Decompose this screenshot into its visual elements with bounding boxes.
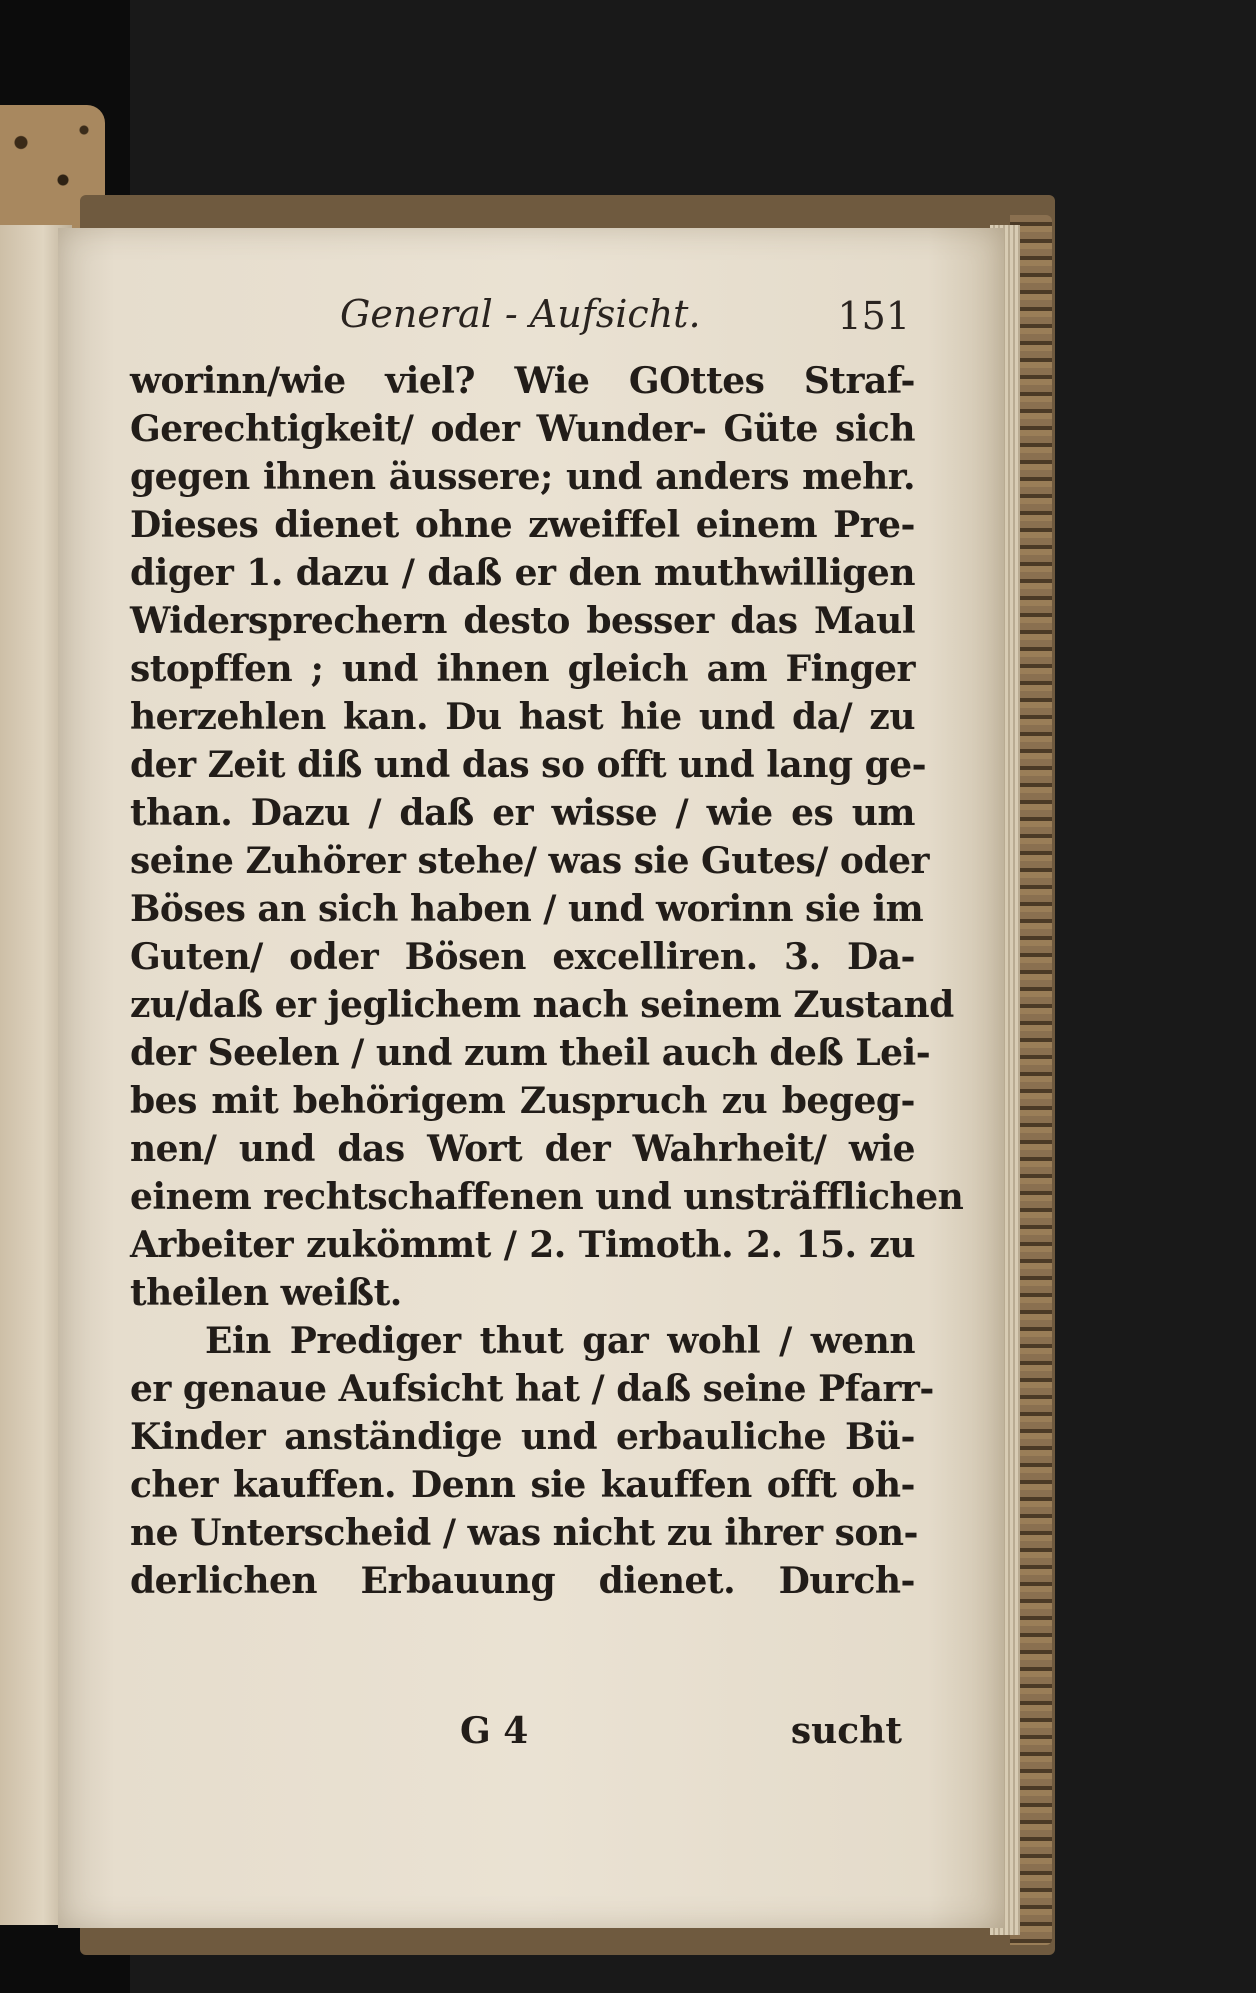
text-line: worinn/wie viel? Wie GOttes Straf- [130, 360, 915, 402]
text-line: Kinder anständige und erbauliche Bü- [130, 1416, 915, 1458]
text-line: Gerechtigkeit/ oder Wunder- Güte sich [130, 408, 915, 450]
text-line: seine Zuhörer stehe/ was sie Gutes/ oder [130, 840, 929, 882]
text-line: ne Unterscheid / was nicht zu ihrer son- [130, 1512, 918, 1554]
text-line: einem rechtschaffenen und unsträfflichen [130, 1176, 964, 1218]
text-line: diger 1. dazu / daß er den muthwilligen [130, 552, 915, 594]
text-line: herzehlen kan. Du hast hie und da/ zu [130, 696, 915, 738]
text-line: der Zeit diß und das so offt und lang ge- [130, 744, 927, 786]
text-line: nen/ und das Wort der Wahrheit/ wie [130, 1128, 915, 1170]
text-line: stopffen ; und ihnen gleich am Finger [130, 648, 915, 690]
text-line: der Seelen / und zum theil auch deß Lei- [130, 1032, 931, 1074]
text-line: Arbeiter zukömmt / 2. Timoth. 2. 15. zu [130, 1224, 915, 1266]
text-line: Böses an sich haben / und worinn sie im [130, 888, 924, 930]
signature-mark: G 4 [460, 1710, 529, 1752]
text-line: er genaue Aufsicht hat / daß seine Pfarr- [130, 1368, 934, 1410]
text-line: Ein Prediger thut gar wohl / wenn [205, 1320, 915, 1362]
text-line: cher kauffen. Denn sie kauffen offt oh- [130, 1464, 915, 1506]
text-line: Guten/ oder Bösen excelliren. 3. Da- [130, 936, 915, 978]
text-line: than. Dazu / daß er wisse / wie es um [130, 792, 915, 834]
text-line: bes mit behörigem Zuspruch zu begeg- [130, 1080, 915, 1122]
text-line: Widersprechern desto besser das Maul [130, 600, 915, 642]
text-line: zu/daß er jeglichem nach seinem Zustand [130, 984, 954, 1026]
running-head: General - Aufsicht. [340, 292, 701, 336]
text-line: theilen weißt. [130, 1272, 402, 1314]
text-line: derlichen Erbauung dienet. Durch- [130, 1560, 915, 1602]
page-number: 151 [837, 294, 910, 338]
catchword: sucht [790, 1710, 902, 1752]
body-text [130, 357, 964, 1605]
page-footer [460, 1710, 920, 1760]
text-line: gegen ihnen äussere; und anders mehr. [130, 456, 915, 498]
page-header [340, 292, 920, 352]
text-line: Dieses dienet ohne zweiffel einem Pre- [130, 504, 915, 546]
